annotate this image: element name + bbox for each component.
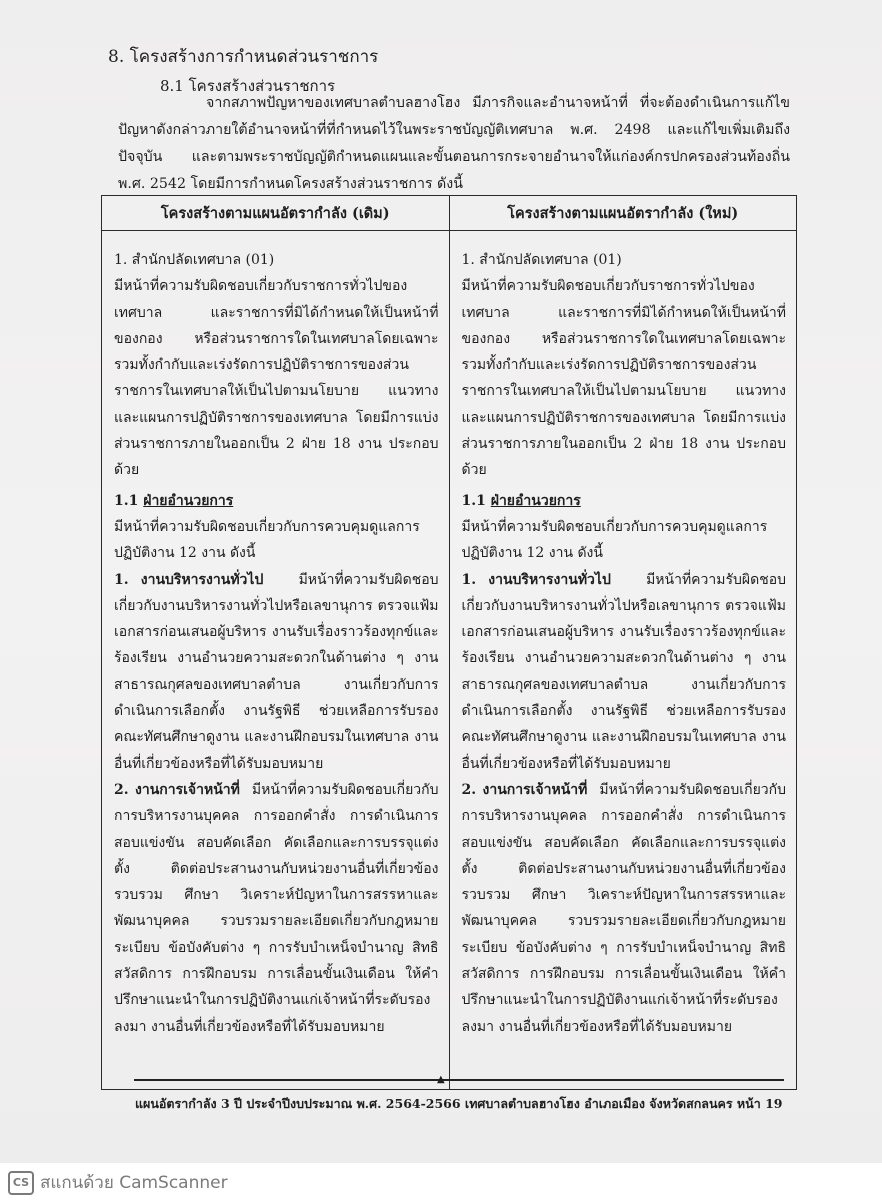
duty-item-label: 2. งานการเจ้าหน้าที่ [114,781,240,798]
structure-comparison-table [101,195,797,1090]
duty-item-1 [114,567,439,777]
intro-paragraph-block [118,90,790,198]
division-title [114,488,439,514]
unit-title: 1. สำนักปลัดเทศบาล (01) [461,252,622,268]
duty-item-text: มีหน้าที่ความรับผิดชอบเกี่ยวกับการบริหารงานบุคคล การออกคำสั่ง การดำเนินการสอบแข่งขัน สอบคัดเลือก คัดเลือกและการบรรจุแต่งตั้ง ติดต่อประสานงานกับหน่วยงานอื่นที่เกี่ยวข้อง รวบรวม ศึกษา วิเคราะห์ปัญหาในการสรรหาและพัฒนาบุคคล รวบรวมรายละเอียดเกี่ยวกับกฎหมาย ระเบียบ ข้อบังคับต่าง ๆ การรับบำเหน็จบำนาญ สิทธิสวัสดิการ การฝึกอบรม การเลื่อนขั้นเงินเดือน ให้คำปรึกษาแนะนำในการปฏิบัติงานแก่เจ้าหน้าที่ระดับรองลงมา งานอื่นที่เกี่ยวข้องหรือที่ได้รับมอบหมาย [114,781,439,1035]
duty-item-text: มีหน้าที่ความรับผิดชอบเกี่ยวกับการบริหารงานบุคคล การออกคำสั่ง การดำเนินการสอบแข่งขัน สอบคัดเลือก คัดเลือกและการบรรจุแต่งตั้ง ติดต่อประสานงานกับหน่วยงานอื่นที่เกี่ยวข้อง รวบรวม ศึกษา วิเคราะห์ปัญหาในการสรรหาและพัฒนาบุคคล รวบรวมรายละเอียดเกี่ยวกับกฎหมาย ระเบียบ ข้อบังคับต่าง ๆ การรับบำเหน็จบำนาญ สิทธิสวัสดิการ การฝึกอบรม การเลื่อนขั้นเงินเดือน ให้คำปรึกษาแนะนำในการปฏิบัติงานแก่เจ้าหน้าที่ระดับรองลงมา งานอื่นที่เกี่ยวข้องหรือที่ได้รับมอบหมาย [461,781,786,1035]
division-description: มีหน้าที่ความรับผิดชอบเกี่ยวกับการควบคุมดูแลการปฏิบัติงาน 12 งาน ดังนี้ [114,518,420,562]
duty-item-text: มีหน้าที่ความรับผิดชอบเกี่ยวกับงานบริหารงานทั่วไปหรือเลขานุการ ตรวจแฟ้มเอกสารก่อนเสนอผู้บริหาร งานรับเรื่องราวร้องทุกข์และร้องเรียน งานอำนวยความสะดวกในด้านต่าง ๆ งานสาธารณกุศลของเทศบาลตำบล งานเกี่ยวกับการดำเนินการเลือกตั้ง งานรัฐพิธี ช่วยเหลือการรับรองคณะทัศนศึกษาดูงาน และงานฝึกอบรมในเทศบาล งานอื่นที่เกี่ยวข้องหรือที่ได้รับมอบหมาย [461,571,786,772]
duty-item-text: มีหน้าที่ความรับผิดชอบเกี่ยวกับงานบริหารงานทั่วไปหรือเลขานุการ ตรวจแฟ้มเอกสารก่อนเสนอผู้บริหาร งานรับเรื่องราวร้องทุกข์และร้องเรียน งานอำนวยความสะดวกในด้านต่าง ๆ งานสาธารณกุศลของเทศบาลตำบล งานเกี่ยวกับการดำเนินการเลือกตั้ง งานรัฐพิธี ช่วยเหลือการรับรองคณะทัศนศึกษาดูงาน และงานฝึกอบรมในเทศบาล งานอื่นที่เกี่ยวข้องหรือที่ได้รับมอบหมาย [114,571,439,772]
footer-bullet-icon: ▲ [437,1074,445,1085]
division-number: 1.1 [114,492,139,509]
table-header-row [102,196,797,231]
old-structure-cell [102,231,450,1090]
division-number: 1.1 [461,492,486,509]
camscanner-logo-icon: CS [8,1171,34,1195]
division-description: มีหน้าที่ความรับผิดชอบเกี่ยวกับการควบคุมดูแลการปฏิบัติงาน 12 งาน ดังนี้ [461,518,768,562]
duty-item-1 [462,567,787,777]
new-structure-cell [449,231,797,1090]
division-name: ฝ่ายอำนวยการ [143,492,234,509]
subsection-heading: 8.1 โครงสร้างส่วนราชการ [160,77,336,95]
duty-item-label: 1. งานบริหารงานทั่วไป [461,571,611,588]
duty-item-label: 1. งานบริหารงานทั่วไป [114,571,264,588]
camscanner-watermark [8,1169,228,1196]
table-row [102,231,797,1090]
footer-divider [134,1079,784,1081]
division-name: ฝ่ายอำนวยการ [490,492,581,509]
duty-item-2 [462,777,787,1040]
header-new-structure: โครงสร้างตามแผนอัตรากำลัง (ใหม่) [449,196,797,231]
watermark-text: สแกนด้วย CamScanner [40,1173,228,1193]
page-footer: แผนอัตรากำลัง 3 ปี ประจำปีงบประมาณ พ.ศ. 2564-2566 เทศบาลตำบลฮางโฮง อำเภอเมือง จังหวัดสกลนคร หน้า 19 [135,1096,783,1111]
intro-paragraph: จากสภาพปัญหาของเทศบาลตำบลฮางโฮง มีภารกิจและอำนาจหน้าที่ ที่จะต้องดำเนินการแก้ไขปัญหาดังกล่าวภายใต้อำนาจหน้าที่ที่กำหนดไว้ในพระราชบัญญัติเทศบาล พ.ศ. 2498 และแก้ไขเพิ่มเติมถึงปัจจุบัน และตามพระราชบัญญัติกำหนดแผนและขั้นตอนการกระจายอำนาจให้แก่องค์กรปกครองส่วนท้องถิ่น พ.ศ. 2542 โดยมีการกำหนดโครงสร้างส่วนราชการ ดังนี้ [118,95,790,192]
section-heading: 8. โครงสร้างการกำหนดส่วนราชการ [108,47,379,67]
division-title [462,488,787,514]
duty-item-label: 2. งานการเจ้าหน้าที่ [461,781,588,798]
unit-description: มีหน้าที่ความรับผิดชอบเกี่ยวกับราชการทั่วไปของเทศบาล และราชการที่มิได้กำหนดให้เป็นหน้าที่ของกอง หรือส่วนราชการใดในเทศบาลโดยเฉพาะ รวมทั้งกำกับและเร่งรัดการปฏิบัติราชการของส่วนราชการในเทศบาลให้เป็นไปตามนโยบาย แนวทางและแผนการปฏิบัติราชการของเทศบาล โดยมีการแบ่งส่วนราชการภายในออกเป็น 2 ฝ่าย 18 งาน ประกอบด้วย [461,278,786,479]
header-old-structure: โครงสร้างตามแผนอัตรากำลัง (เดิม) [102,196,450,231]
duty-item-2 [114,777,439,1040]
unit-title: 1. สำนักปลัดเทศบาล (01) [114,252,275,268]
unit-description: มีหน้าที่ความรับผิดชอบเกี่ยวกับราชการทั่วไปของเทศบาล และราชการที่มิได้กำหนดให้เป็นหน้าที่ของกอง หรือส่วนราชการใดในเทศบาลโดยเฉพาะ รวมทั้งกำกับและเร่งรัดการปฏิบัติราชการของส่วนราชการในเทศบาลให้เป็นไปตามนโยบาย แนวทางและแผนการปฏิบัติราชการของเทศบาล โดยมีการแบ่งส่วนราชการภายในออกเป็น 2 ฝ่าย 18 งาน ประกอบด้วย [114,278,439,479]
